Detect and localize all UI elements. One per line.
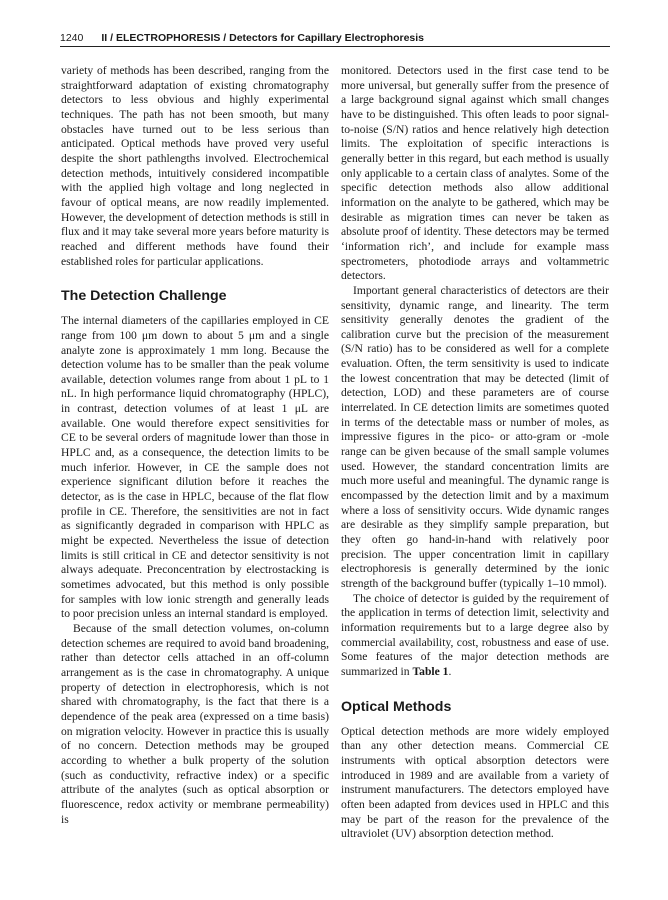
section-heading-detection-challenge: The Detection Challenge — [61, 288, 227, 305]
section-heading-optical-methods: Optical Methods — [341, 698, 452, 715]
body-paragraph: Important general characteristics of detectors are their sensitivity, dynamic range, and linearity. The term sensitivity generally denotes the gradient of the calibration curve but the precision of the measurement (S/N ratio) has to be considered as well for a complete evaluation. Often, the term sensitivity is used to indicate the lowest concentration that may be detected (limit of detection, LOD) and these parameters are of course interrelated. In CE detection limits are sometimes quoted in terms of the detectable mass or number of moles, as impressive figures in the pico- or atto-gram or -mole range can be given because of the small sample volumes used. However, the standard concentration limits are much more useful and meaningful. The dynamic range is encompassed by the detection limit and by a maximum where a loss of sensitivity occurs. Wide dynamic ranges are desirable as they simplify sample preparation, but they often go hand-in-hand with relatively poor precision. The upper concentration limit in capillary electrophoresis is generally determined by the ionic strength of the background buffer (typically 1–10 mmol). — [341, 283, 609, 590]
body-paragraph: Optical detection methods are more widely employed than any other detection means. Commercial CE instruments with optical absorption detectors were introduced in 1989 and are available from a variety of instrument manufacturers. The detectors employed have often been adapted from devices used in HPLC and this may be part of the reason for the prevalence of the ultraviolet (UV) absorption detection method. — [341, 724, 609, 841]
body-paragraph — [341, 592, 609, 680]
table-reference-link[interactable]: Table 1 — [412, 664, 449, 678]
body-paragraph: Because of the small detection volumes, on-column detection schemes are required to avoid band broadening, rather than detector cells attached in an off-column arrangement as is the case in chromatography. A unique property of detection in electrophoresis, which is not shared with chromatography, is the fact that there is a dependence of the peak area (expressed on a time basis) on migration velocity. However in practice this is usually of no concern. Detection methods may be grouped according to whether a bulk property of the solution (such as conductivity, refractive index) or a specific attribute of the analytes (such as optical absorption or fluorescence, redox activity or membrane permeability) is — [61, 621, 329, 826]
right-column — [341, 64, 609, 842]
body-paragraph: monitored. Detectors used in the first case tend to be more universal, but generally suffer from the presence of a large background signal against which small changes have to be distinguished. This often leads to poor signal-to-noise (S/N) ratios and hence relatively high detection limits. The exploitation of specific interactions is generally better in this regard, but each method is usually only applicable to a certain class of analytes. Some of the specific detection methods also allow additional information on the analyte to be gathered, which may be desirable as migration times can never be taken as absolute proof of identity. These detectors may be termed ‘information rich’, and include for example mass spectrometers, photodiode arrays and voltammetric detectors. — [341, 64, 609, 283]
body-paragraph: The internal diameters of the capillaries employed in CE range from 100 μm down to about 5 μm and a single analyte zone is approximately 1 mm long. Because the detection volume has to be smaller than the peak volume available, detection volumes range from about 1 pL to 1 nL. In high performance liquid chromatography (HPLC), in contrast, detection volumes of at least 1 μL are available. One would therefore expect sensitivities for CE to be several orders of magnitude lower than those in HPLC and, as a consequence, the detection limits to be much inferior. However, in CE the sample does not experience significant dilution before it reaches the detector, as is the case in HPLC, because of the flat flow profile in CE. Therefore, the sensitivities are not in fact as significantly degraded in comparison with HPLC as might be expected. Nevertheless the issue of detection limits is still critical in CE and detector sensitivity is not always adequate. Preconcentration by electrostacking is sometimes advocated, but this method is only possible for samples with low ionic strength and generally leads to poor precision unless an internal standard is employed. — [61, 314, 329, 621]
intro-paragraph: variety of methods has been described, ranging from the straightforward adaptation of existing chromatography detectors to less obvious and highly experimental techniques. The path has not been smooth, but many obstacles have turned out to be less serious than anticipated. Optical methods have proved very useful despite the short pathlengths involved. Electrochemical detection methods, intuitively considered incompatible with the applied high voltage and long neglected in favour of optical means, are now readily implemented. However, the development of detection methods is still in flux and it may take several more years before maturity is reached and different methods have found their established roles for particular applications. — [61, 64, 329, 268]
running-head — [60, 28, 610, 47]
running-title: II / ELECTROPHORESIS / Detectors for Capillary Electrophoresis — [101, 32, 425, 44]
left-column — [61, 64, 329, 827]
page-number: 1240 — [60, 32, 84, 44]
paragraph-end: . — [448, 664, 452, 678]
paragraph-text: The choice of detector is guided by the requirement of the application in terms of detection limit, selectivity and information requirements but to a large degree also by commercial availability, cost, robustness and ease of use. Some features of the major detection methods are summarized in — [341, 591, 609, 678]
